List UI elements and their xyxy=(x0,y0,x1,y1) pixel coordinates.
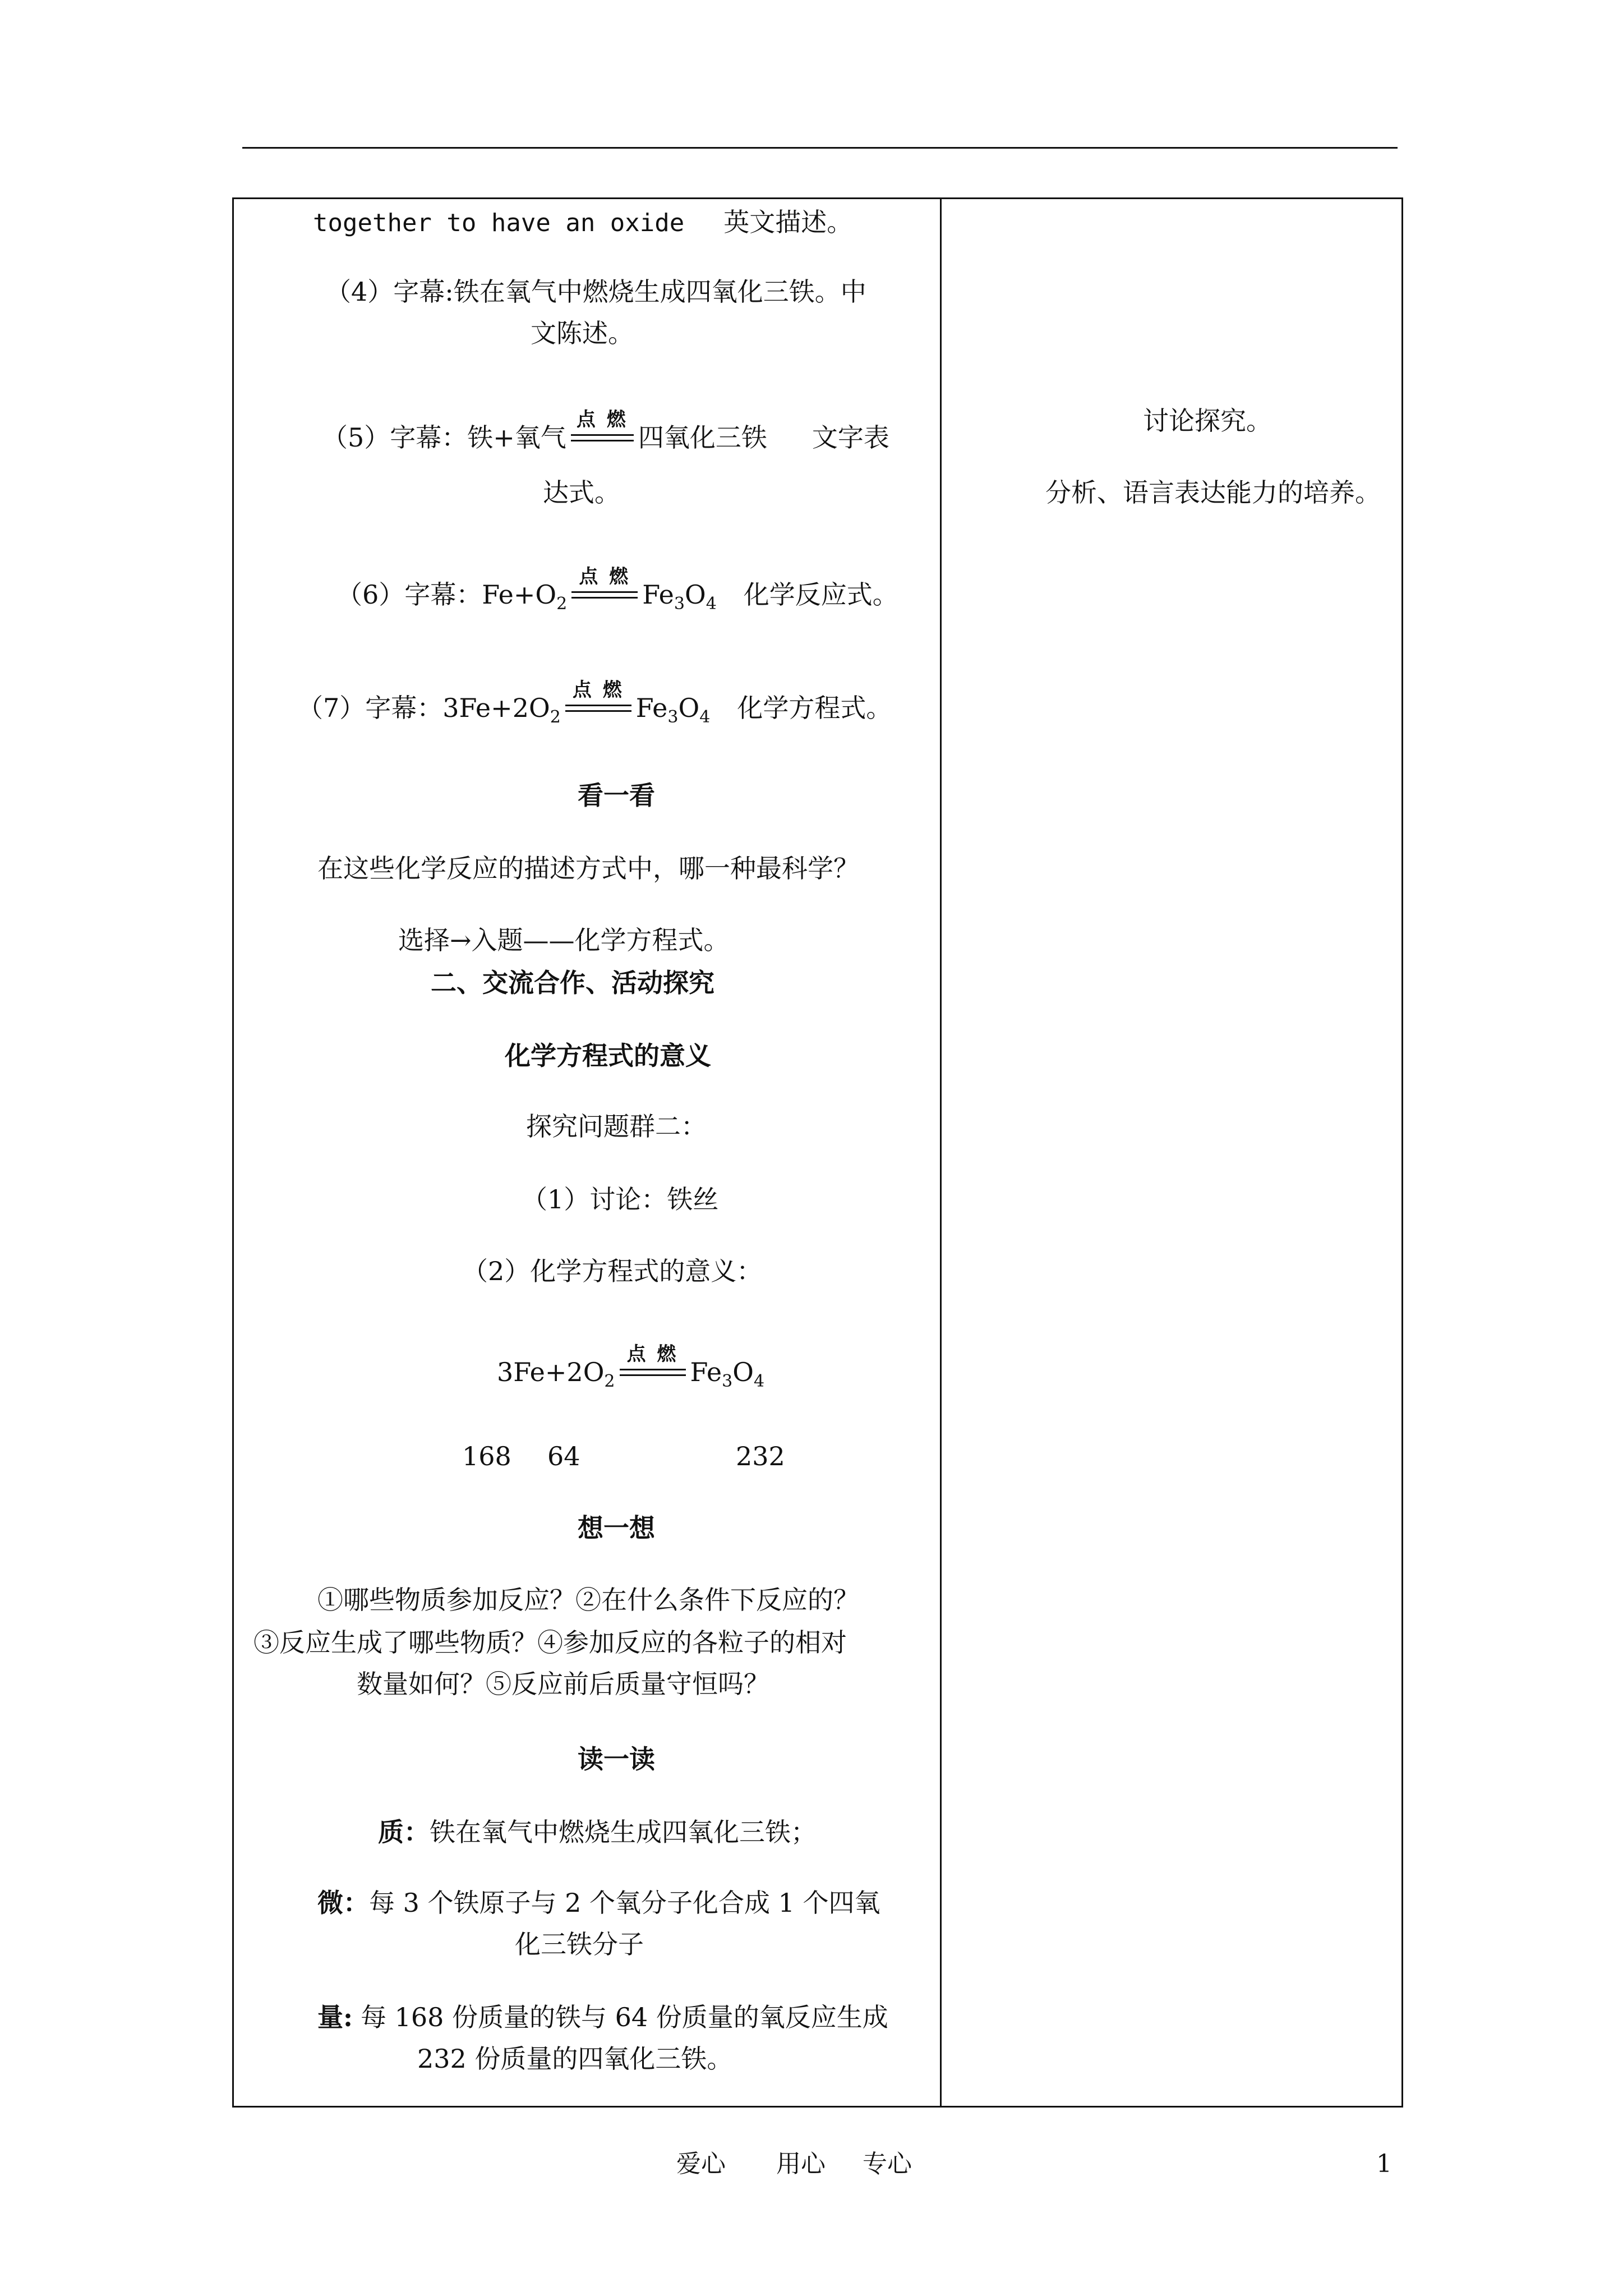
footer-zhuanxin: 专心 xyxy=(863,2150,912,2178)
item-5-product: 四氧化三铁 xyxy=(638,422,767,453)
mass-232: 232 xyxy=(736,1441,785,1471)
subscript: 3 xyxy=(667,707,679,727)
read-title: 读一读 xyxy=(578,1744,655,1774)
column-divider xyxy=(940,197,942,2108)
think-title: 想一想 xyxy=(578,1513,655,1543)
meaning-2: （2）化学方程式的意义： xyxy=(462,1256,763,1286)
think-line-2: ③反应生成了哪些物质？④参加反应的各粒子的相对 xyxy=(253,1627,847,1658)
quantity-line-b: 232 份质量的四氧化三铁。 xyxy=(417,2044,733,2074)
discuss-1: （1）讨论：铁丝 xyxy=(522,1184,719,1214)
condition-mark xyxy=(571,565,638,611)
look-title: 看一看 xyxy=(578,780,655,811)
mass-64: 64 xyxy=(547,1441,580,1471)
section-2-title: 二、交流合作、活动探究 xyxy=(431,968,714,998)
item-7-product: Fe xyxy=(635,693,668,723)
english-text: together to have an oxide xyxy=(313,209,685,237)
equation-product: Fe xyxy=(690,1357,722,1387)
subscript: 3 xyxy=(674,594,685,614)
quality-label: 质： xyxy=(378,1817,430,1847)
right-ability: 分析、语言表达能力的培养。 xyxy=(1045,477,1381,508)
micro-line-a xyxy=(317,1886,880,1920)
micro-text: 每 3 个铁原子与 2 个氧分子化合成 1 个四氧 xyxy=(369,1888,880,1918)
condition-mark xyxy=(571,408,634,454)
item-4-line-a: （4）字幕:铁在氧气中燃烧生成四氧化三铁。中 xyxy=(325,277,866,307)
subscript: 2 xyxy=(604,1372,615,1391)
think-line-1: ①哪些物质参加反应？②在什么条件下反应的？ xyxy=(317,1585,859,1615)
explore-group: 探究问题群二： xyxy=(526,1111,707,1142)
quality-line xyxy=(378,1815,817,1849)
subscript: 4 xyxy=(699,707,711,727)
quality-text: 铁在氧气中燃烧生成四氧化三铁； xyxy=(430,1817,817,1847)
quantity-text: 每 168 份质量的铁与 64 份质量的氧反应生成 xyxy=(360,2002,888,2032)
right-discuss: 讨论探究。 xyxy=(1143,406,1272,436)
micro-line-b: 化三铁分子 xyxy=(515,1929,644,1959)
condition-label: 点 燃 xyxy=(572,679,624,701)
item-6-prefix: （6）字幕：Fe+O xyxy=(336,579,557,610)
item-6-line: （6）字幕：$Fe+O_2$ 点 燃 $Fe_3O_4$ 化学反应式。 xyxy=(336,565,898,614)
footer-aixin: 爱心 xyxy=(676,2150,726,2178)
item-5-line-b: 达式。 xyxy=(543,477,620,508)
equation-reactants: 3Fe+2O xyxy=(497,1357,605,1387)
english-description-line xyxy=(313,205,852,240)
choose-line: 选择→入题——化学方程式。 xyxy=(398,925,730,955)
mass-168: 168 xyxy=(462,1441,511,1471)
item-5-tag: 文字表 xyxy=(811,422,889,453)
condition-label: 点 燃 xyxy=(626,1343,679,1365)
item-5-prefix: （5）字幕：铁+氧气 xyxy=(322,422,566,453)
quantity-label: 量: xyxy=(317,2002,353,2032)
think-line-3: 数量如何？⑤反应前后质量守恒吗？ xyxy=(357,1669,769,1699)
english-tag: 英文描述。 xyxy=(723,207,853,237)
condition-label: 点 燃 xyxy=(576,408,628,431)
micro-label: 微： xyxy=(317,1888,369,1918)
footer-yongxin: 用心 xyxy=(776,2150,826,2178)
condition-mark xyxy=(620,1343,686,1389)
page-number: 1 xyxy=(1376,2150,1392,2178)
subscript: 2 xyxy=(556,594,568,614)
subscript: 2 xyxy=(550,707,561,727)
item-4-line-b: 文陈述。 xyxy=(531,318,634,348)
item-5-line-a xyxy=(322,408,889,454)
condition-label: 点 燃 xyxy=(579,565,631,588)
item-7-tag: 化学方程式。 xyxy=(737,693,892,723)
equation-line: $3Fe+2O_2$ 点 燃 $Fe_3O_4$ xyxy=(497,1343,765,1391)
subscript: 4 xyxy=(753,1372,765,1391)
quantity-line-a xyxy=(317,2000,888,2034)
item-7-prefix: （7）字幕：3Fe+2O xyxy=(297,693,550,723)
header-rule xyxy=(242,147,1398,149)
subscript: 4 xyxy=(706,594,717,614)
item-6-product: Fe xyxy=(642,579,674,610)
meaning-title: 化学方程式的意义 xyxy=(505,1041,711,1071)
subscript: 3 xyxy=(722,1372,733,1391)
condition-mark xyxy=(565,679,631,725)
look-question: 在这些化学反应的描述方式中，哪一种最科学？ xyxy=(317,853,859,884)
item-7-line: （7）字幕：$3Fe+2O_2$ 点 燃 $Fe_3O_4$ 化学方程式。 xyxy=(297,679,892,727)
item-6-tag: 化学反应式。 xyxy=(743,579,898,610)
